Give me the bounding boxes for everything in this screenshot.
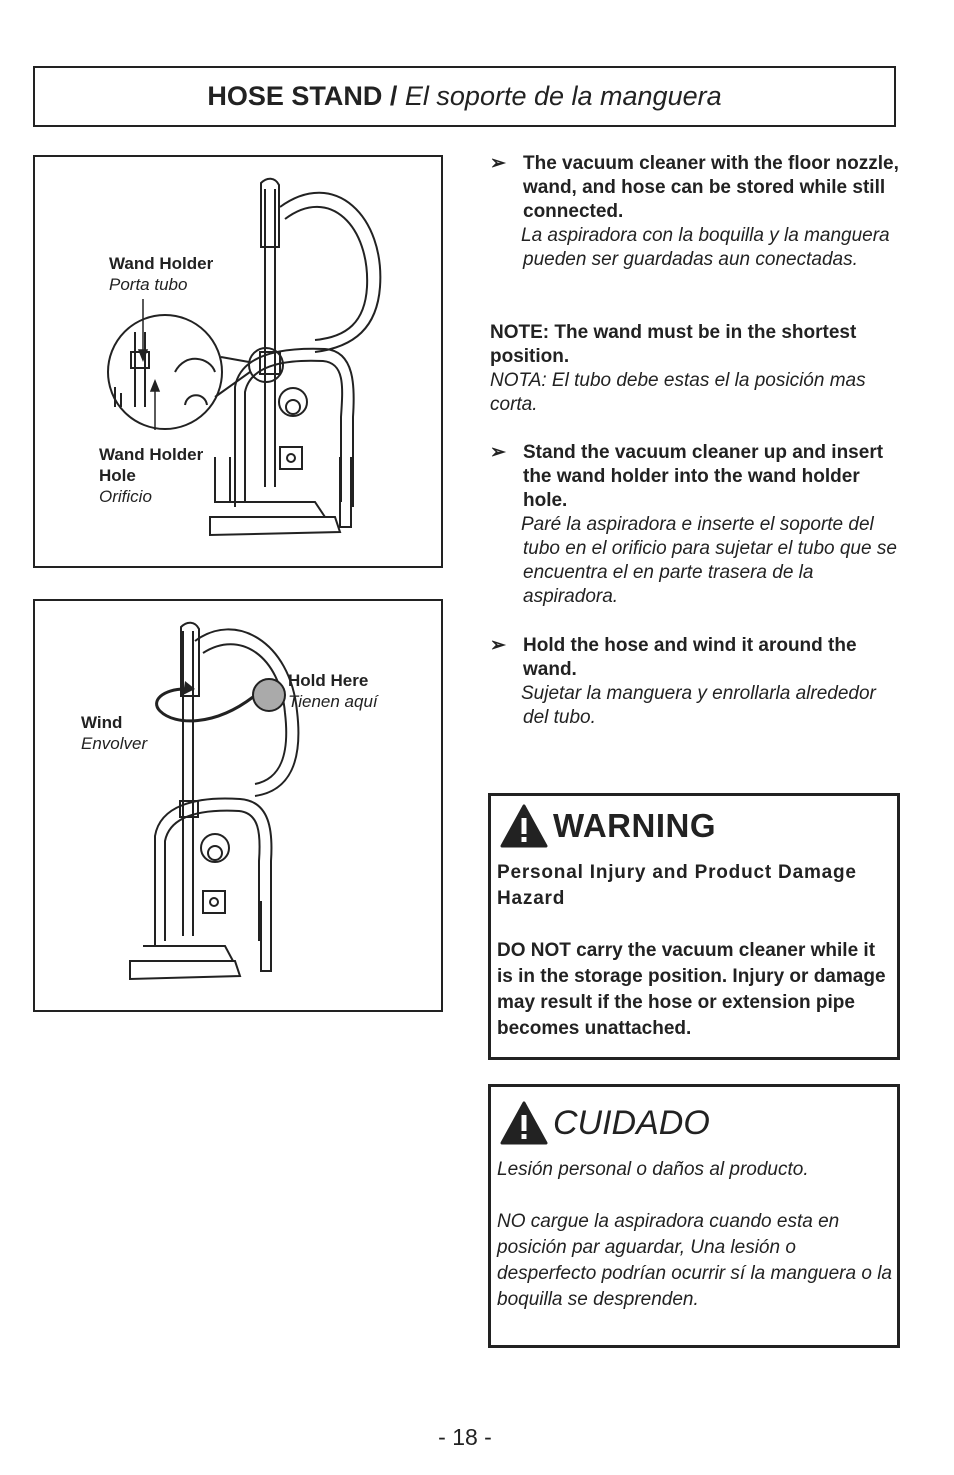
warning-text: DO NOT carry the vacuum cleaner while it is in the storage position. Injury or damage may result if the hose or extension pipe becomes unattached. — [497, 940, 886, 1039]
label-hole-es: Orificio — [99, 487, 152, 506]
label-wind-es: Envolver — [81, 734, 148, 753]
title-english: HOSE STAND / — [207, 81, 398, 111]
cuidado-hazard: Lesión personal o daños al producto. — [497, 1159, 809, 1180]
vacuum-wind-illustration — [35, 601, 441, 1010]
label-hold-es: Tienen aquí — [288, 692, 378, 711]
vacuum-storage-illustration — [35, 157, 441, 566]
note-en: NOTE: The wand must be in the shortest position. — [490, 322, 857, 367]
label-hole-en-line2: Hole — [99, 466, 136, 485]
step-3-en: Hold the hose and wind it around the wand. — [523, 635, 857, 680]
warning-panel — [488, 793, 900, 1060]
figure-wand-holder — [33, 155, 443, 568]
cuidado-panel — [488, 1084, 900, 1348]
arrow-bullet-icon: ➢ — [490, 442, 506, 463]
label-wand-holder-hole — [99, 444, 203, 507]
figure-wind-hose — [33, 599, 443, 1012]
note — [490, 321, 900, 417]
cuidado-body — [491, 1153, 897, 1321]
warning-header — [491, 796, 897, 856]
page-number: - 18 - — [438, 1424, 492, 1450]
step-2-wrap — [490, 441, 900, 609]
label-hold-here — [288, 670, 378, 712]
step-2 — [490, 441, 900, 609]
label-hole-en-line1: Wand Holder — [99, 445, 204, 464]
cuidado-text: NO cargue la aspiradora cuando esta en posición par aguardar, Una lesión o desperfecto podrían ocurrir sí la manguera o la boquilla se desprenden. — [497, 1211, 892, 1310]
label-wind — [81, 712, 147, 754]
section-title — [33, 66, 896, 127]
label-wind-en: Wind — [81, 713, 123, 732]
step-2-en: Stand the vacuum cleaner up and insert the wand holder into the wand holder hole. — [523, 442, 884, 511]
step-3 — [490, 634, 900, 730]
step-1-es: La aspiradora con la boquilla y la manguera pueden ser guardadas aun conectadas. — [521, 225, 890, 270]
step-3-wrap — [490, 634, 900, 730]
label-wand-holder — [109, 253, 213, 295]
label-hold-en: Hold Here — [288, 671, 369, 690]
label-wand-holder-es: Porta tubo — [109, 275, 188, 294]
warning-triangle-icon — [499, 1100, 549, 1146]
cuidado-header — [491, 1093, 897, 1153]
warning-triangle-icon — [499, 803, 549, 849]
step-1-en: The vacuum cleaner with the floor nozzle, wand, and hose can be stored while still connected. — [523, 153, 899, 222]
step-3-es: Sujetar la manguera y enrollarla alrededor del tubo. — [521, 683, 876, 728]
arrow-bullet-icon: ➢ — [490, 635, 506, 656]
instructions — [490, 152, 900, 272]
cuidado-title: CUIDADO — [553, 1103, 710, 1142]
step-1 — [490, 152, 900, 272]
title-spanish: El soporte de la manguera — [404, 81, 722, 111]
label-wand-holder-en: Wand Holder — [109, 254, 214, 273]
note-es: NOTA: El tubo debe estas el la posición mas corta. — [490, 370, 866, 415]
arrow-bullet-icon: ➢ — [490, 153, 506, 174]
warning-body — [491, 856, 897, 1050]
warning-title: WARNING — [553, 807, 716, 844]
warning-hazard: Personal Injury and Product Damage Hazard — [497, 862, 857, 909]
step-2-es: Paré la aspiradora e inserte el soporte del tubo en el orificio para sujetar el tubo que se encuentra el en parte trasera de la aspiradora. — [521, 514, 897, 607]
